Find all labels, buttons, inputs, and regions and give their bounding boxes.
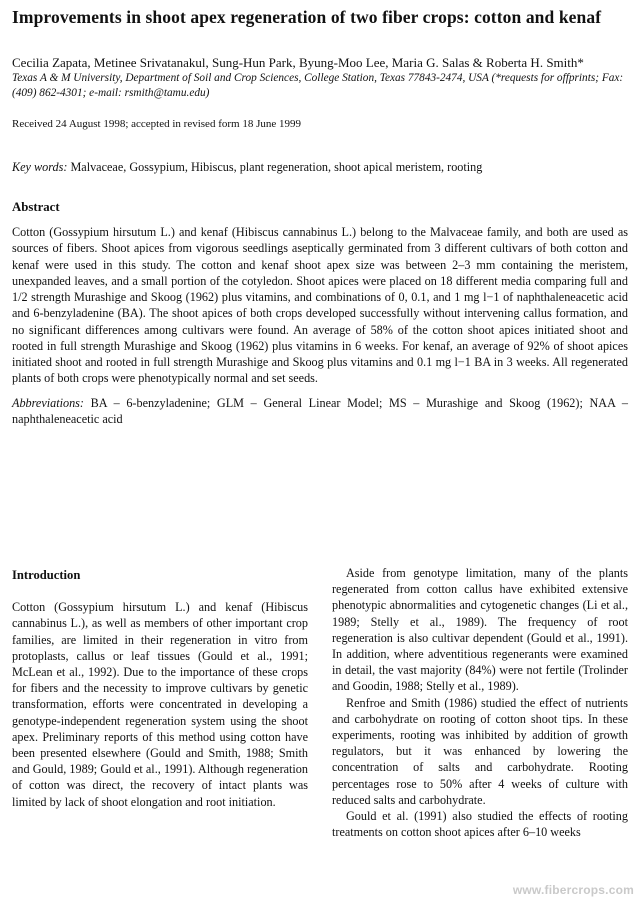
intro-paragraph: Cotton (Gossypium hirsutum L.) and kenaf (Hibiscus cannabinus L.), as well as members of other important crop families, are limited in their regeneration in vitro from protoplasts, callus or leaf tissues (Gould et al., 1991; McLean et al., 1992). Due to the importance of these crops for fibers and the necessity to improve cultivars by genetic transformation, efforts were concentrated in developing a genotype-independent regeneration system using the shoot apex. Preliminary reports of this method using cotton have been presented elsewhere (Gould and Smith, 1988; Smith and Gould, 1989; Gould et al., 1991). Although regeneration of cotton was direct, the recovery of intact plants was limited by lack of shoot elongation and root initiation. xyxy=(12,600,308,809)
body-paragraph-1: Aside from genotype limitation, many of the plants regenerated from cotton callus have exhibited extensive phenotypic abnormalities and cytogenetic changes (Li et al., 1989; Stelly et al., 1989). The frequency of root regeneration is also cultivar dependent (Gould et al., 1991). In addition, where adventitious regenerants were examined in detail, the vast majority (84%) were not fertile (Trolinder and Goodin, 1988; Stelly et al., 1989). xyxy=(332,566,628,694)
body-paragraph-2: Renfroe and Smith (1986) studied the effect of nutrients and carbohydrate on rooting of cotton shoot tips. In these experiments, rooting was inhibited by addition of growth regulators, but it was enhanced by lowering the concentration of salts and carbohydrate. Rooting percentages rose to 50% after 4 weeks of culture with reduced salts and carbohydrate. xyxy=(332,695,628,807)
abbreviations xyxy=(12,395,628,427)
affiliation: Texas A & M University, Department of Soil and Crop Sciences, College Station, Texas 77843-2474, USA (*requests for offprints; Fax: (409) 862-4301; e-mail: rsmith@tamu.edu) xyxy=(12,72,624,99)
abstract-text: Cotton (Gossypium hirsutum L.) and kenaf (Hibiscus cannabinus L.) belong to the Malvaceae family, and both are used as sources of fibers. Shoot apices from vigorous seedlings aseptically germinated from 3 different cultivars of both cotton and kenaf were used in this study. The cotton and kenaf shoot apex size was between 2–3 mm containing the meristem, unexpanded leaves, and a small portion of the cotyledon. Shoot apices were placed on 18 different media comparing full and 1/2 strength Murashige and Skoog (1962) plus vitamins, and combinations of 0, 0.1, and 1 mg l−1 of naphthaleneacetic acid and 6-benzyladenine (BA). The shoot apices of both crops developed successfully without intervening callus formation, and no significant differences among cultivars were found. An average of 58% of the cotton shoot apices initiated shoot and rooted in full strength Murashige and Skoog (1962) plus vitamins in 6 weeks. For kenaf, an average of 92% of shoot apices initiated shoot and rooted in full strength Murashige and Skoog plus vitamins and 0.1 mg l−1 BA in 3 weeks. All regenerated plants of both crops were phenotypically normal and set seeds. xyxy=(12,225,628,386)
left-column xyxy=(12,565,308,840)
abbreviations-text: BA – 6-benzyladenine; GLM – General Linear Model; MS – Murashige and Skoog (1962); NAA – naphthaleneacetic acid xyxy=(12,395,628,426)
received-date: Received 24 August 1998; accepted in revised form 18 June 1999 xyxy=(12,118,301,130)
author-list: Cecilia Zapata, Metinee Srivatanakul, Sung-Hun Park, Byung-Moo Lee, Maria G. Salas & Roberta H. Smith* xyxy=(12,55,584,70)
introduction-heading: Introduction xyxy=(12,568,81,582)
paper-title: Improvements in shoot apex regeneration of two fiber crops: cotton and kenaf xyxy=(12,7,602,27)
paper-page xyxy=(12,6,628,427)
abbreviations-label: Abbreviations: xyxy=(12,395,84,410)
keywords xyxy=(12,159,628,175)
body-paragraph-3: Gould et al. (1991) also studied the effects of rooting treatments on cotton shoot apices after 6–10 weeks xyxy=(332,809,628,840)
abstract-heading: Abstract xyxy=(12,200,60,214)
body-columns xyxy=(12,565,628,840)
site-watermark: www.fibercrops.com xyxy=(512,883,634,897)
keywords-text: Malvaceae, Gossypium, Hibiscus, plant regeneration, shoot apical meristem, rooting xyxy=(67,160,483,174)
right-column xyxy=(332,565,628,840)
keywords-label: Key words: xyxy=(12,160,68,174)
